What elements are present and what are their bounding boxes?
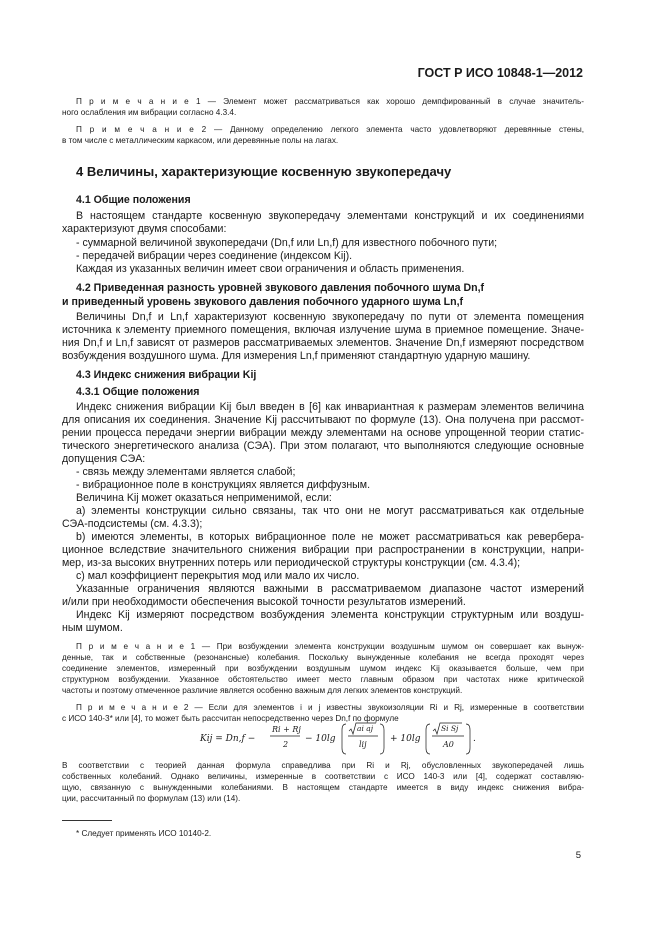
footnote-divider	[62, 820, 112, 821]
s431-line: - вибрационное поле в конструкциях является диффузным.	[76, 479, 371, 491]
section-4-3-1-heading: 4.3.1 Общие положения	[76, 386, 200, 398]
formula-lhs: Kij = Dn,f −	[200, 734, 256, 744]
formula-term2: − 10lg	[305, 734, 336, 744]
note-b2-line: с ИСО 140-3* или [4], то может быть рассчитан непосредственно через Dn,f по формуле	[62, 714, 399, 723]
s42-line: ния Dn,f и Ln,f зависят от размеров рассматриваемых элементов. Значение Dn,f измеряют посредством	[62, 337, 584, 349]
s431-line: Величина Kij может оказаться неприменимой, если:	[76, 492, 332, 504]
formula-sqrt1: ai aj	[357, 724, 374, 733]
section-4-2-heading-line-1: 4.2 Приведенная разность уровней звукового давления побочного шума Dn,f	[76, 282, 485, 294]
s41-line: характеризуют двумя способами:	[62, 223, 227, 235]
formula-frac-num: Ri + Rj	[272, 725, 301, 734]
s431-line: b) имеются элементы, в которых вибрационное поле не может рассматриваться как ревербера-	[76, 531, 584, 543]
note-1-line-2: ного ослабления им вибрации согласно 4.3.4.	[62, 108, 237, 117]
s431-line: Индекс Kij измеряют посредством возбуждения элемента конструкции структурным или воздуш-	[76, 609, 584, 621]
s431-line: тического энергетического анализа (СЭА). При этом полагают, что выполняются следующие основные	[62, 440, 584, 452]
s431-line: ционное вследствие значительного снижения вибрации при распространении в конструкции, напри-	[62, 544, 584, 556]
s431-line: для описания их соединения. Значение Kij рассчитывают по формуле (13). Она получена при рассмот-	[62, 414, 584, 426]
note-b2-tail-line: щую, связанную с вынужденными колебаниями. В настоящем стандарте имеется в виду индекс снижения вибра-	[62, 783, 584, 792]
formula-den1: lij	[359, 740, 367, 749]
formula-14	[200, 722, 500, 752]
section-4-1-heading: 4.1 Общие положения	[76, 194, 191, 206]
s41-line: - суммарной величиной звукопередачи (Dn,f или Ln,f) для известного побочного пути;	[76, 237, 498, 249]
note-b1-line: структурном возбуждении. Указанное обстоятельство имеет место главным образом при частотах ниже критической	[62, 675, 584, 684]
formula-sqrt2: Si Sj	[441, 724, 459, 733]
section-4-3-heading: 4.3 Индекс снижения вибрации Kij	[76, 369, 257, 381]
s431-line: и/или при необходимости обеспечения высокой точности результатов измерений.	[62, 596, 466, 608]
formula-den2: A0	[443, 740, 454, 749]
s431-line: с) мал коэффициент перекрытия мод или мало их число.	[76, 570, 360, 582]
formula-paren-open	[426, 724, 430, 754]
note-b1-line: частоты и поэтому отмеченное различие является особенно важным для легких элементов конструкций.	[62, 686, 463, 695]
document-id-header: ГОСТ Р ИСО 10848-1—2012	[417, 66, 583, 80]
s431-line: мер, из-за высоких внутренних потерь или периодической структуры конструкции (см. 4.3.4);	[62, 557, 521, 569]
formula-paren-close	[380, 724, 384, 754]
s431-line: а) элементы конструкции сильно связаны, так что они не могут рассматриваться как отдельные	[76, 505, 584, 517]
formula-paren-close	[466, 724, 470, 754]
s431-line: Указанные ограничения являются важными в рассматриваемом диапазоне частот измерений	[76, 583, 584, 595]
footnote: * Следует применять ИСО 10140-2.	[76, 829, 212, 838]
note-b2-tail-line: собственных колебаний. Однако величины, измеренные в соответствии с ИСО 140-3 или [4], содержат составляю-	[62, 772, 584, 781]
note-b1-line: денные, так и собственные (резонансные) колебания. Поскольку вынужденные колебания не всегда проходят через	[62, 653, 584, 662]
formula-svg	[200, 722, 500, 756]
s41-line: - передачей вибрации через соединение (индексом Kij).	[76, 250, 353, 262]
s41-line: Каждая из указанных величин имеет свои ограничения и область применения.	[76, 263, 465, 275]
s431-line: ным шумом.	[62, 622, 123, 634]
section-4-2-heading-line-2: и приведенный уровень звукового давления побочного ударного шума Ln,f	[62, 296, 464, 308]
formula-end: .	[473, 734, 476, 744]
s431-line: СЭА-подсистемы (см. 4.3.3);	[62, 518, 203, 530]
note-b2-line: П р и м е ч а н и е 2 — Если для элементов i и j известны звукоизоляции Ri и Rj, измеренные в соответствии	[76, 703, 584, 712]
section-4-heading: 4 Величины, характеризующие косвенную звукопередачу	[76, 164, 452, 179]
note-2-line-2: в том числе с металлическим каркасом, или деревянные полы на лагах.	[62, 136, 339, 145]
note-1-line-1: П р и м е ч а н и е 1 — Элемент может рассматриваться как хорошо демпфированный в случае значитель-	[76, 97, 584, 106]
note-b1-line: П р и м е ч а н и е 1 — При возбуждении элемента конструкции воздушным шумом он совершает как вынуж-	[76, 642, 584, 651]
formula-paren-open	[342, 724, 346, 754]
s41-line: В настоящем стандарте косвенную звукопередачу элементами конструкций и их соединениями	[76, 210, 584, 222]
s42-line: Величины Dn,f и Ln,f характеризуют косвенную звукопередачу по пути от элемента помещения	[76, 311, 584, 323]
s42-line: возбуждения воздушного шума. Для измерения Ln,f применяют стандартную ударную машину.	[62, 350, 531, 362]
note-b2-tail-line: В соответствии с теорией данная формула справедлива при Ri и Rj, обусловленных звукопередачей лишь	[62, 761, 584, 770]
formula-frac-den: 2	[283, 740, 289, 749]
formula-term3: + 10lg	[390, 734, 421, 744]
page-number: 5	[575, 850, 581, 861]
s431-line: рении процесса передачи энергии вибрации между элементами на основе упрощенной теории статис-	[62, 427, 584, 439]
note-2-line-1: П р и м е ч а н и е 2 — Данному определению легкого элемента часто удовлетворяют деревянные стены,	[76, 125, 584, 134]
s431-line: допущения СЭА:	[62, 453, 146, 465]
note-b2-tail-line: ции, рассчитанный по формулам (13) или (14).	[62, 794, 241, 803]
s42-line: источника к элементу приемного помещения, включая излучение шума в приемное помещение. Значе-	[62, 324, 584, 336]
s431-line: - связь между элементами является слабой;	[76, 466, 296, 478]
note-b1-line: соединение элементов, измеренный при возбуждении воздушным шумом индекс Kij оказывается больше, чем при	[62, 664, 584, 673]
s431-line: Индекс снижения вибрации Kij был введен в [6] как инвариантная к размерам элементов величина	[76, 401, 584, 413]
